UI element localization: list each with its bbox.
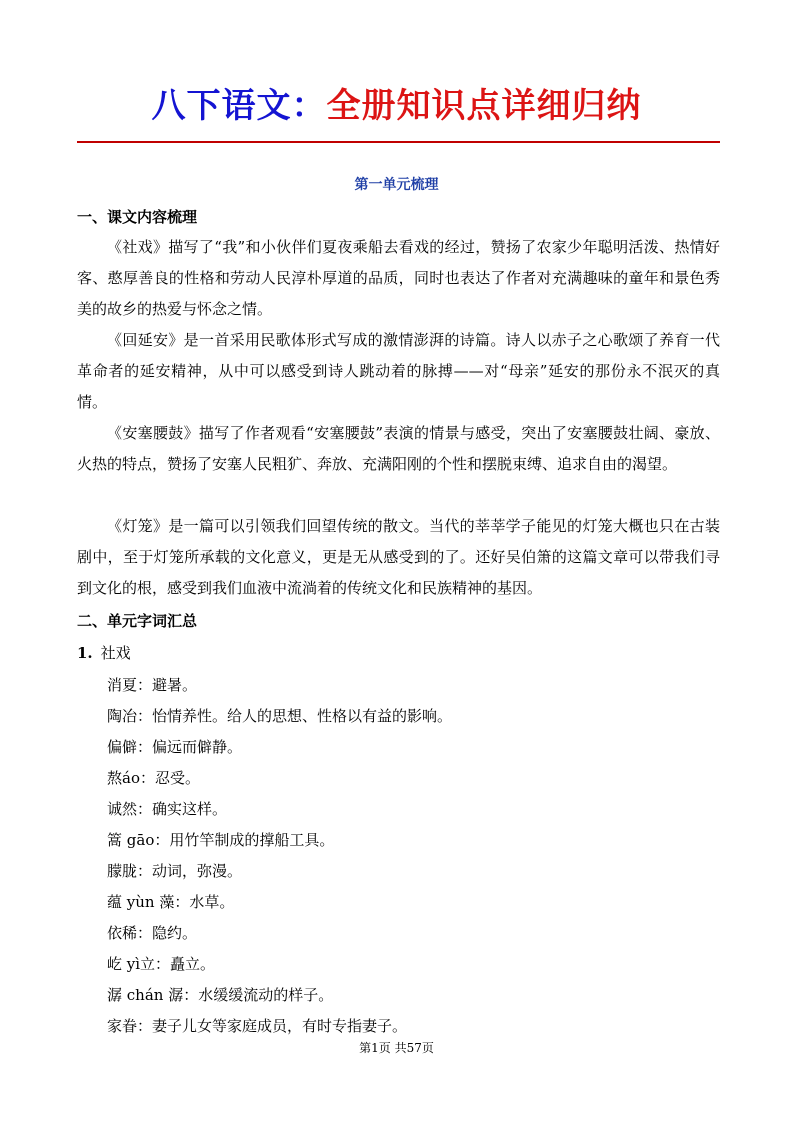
unit-heading: 第一单元梳理 <box>354 177 439 193</box>
subsection-heading <box>77 643 131 663</box>
vocab-item: 屹 yì立：矗立。 <box>107 955 216 973</box>
title-prefix: 八下语文： <box>151 86 327 126</box>
vocab-item: 潺 chán 潺：水缓缓流动的样子。 <box>107 986 334 1004</box>
subsection-number: 1. <box>77 644 93 662</box>
paragraph-denglong: 《灯笼》是一篇可以引领我们回望传统的散文。当代的莘莘学子能见的灯笼大概也只在古装剧中，至于灯笼所承载的文化意义，更是无从感受到的了。还好吴伯箫的这篇文章可以带我们寻到文化的根，感受到我们血液中流淌着的传统文化和民族精神的基因。 <box>77 517 720 597</box>
paragraph-ansai-yaogu: 《安塞腰鼓》描写了作者观看“安塞腰鼓”表演的情景与感受，突出了安塞腰鼓壮阔、豪放、火热的特点，赞扬了安塞人民粗犷、奔放、充满阳刚的个性和摆脱束缚、追求自由的渴望。 <box>77 424 720 473</box>
section-heading-content: 一、课文内容梳理 <box>77 208 198 226</box>
vocab-item: 家眷：妻子儿女等家庭成员，有时专指妻子。 <box>107 1017 408 1035</box>
title-main: 全册知识点详细归纳 <box>326 86 642 126</box>
subsection-title: 社戏 <box>100 644 131 662</box>
paragraph-sheixi: 《社戏》描写了“我”和小伙伴们夏夜乘船去看戏的经过，赞扬了农家少年聪明活泼、热情好客、憨厚善良的性格和劳动人民淳朴厚道的品质，同时也表达了作者对充满趣味的童年和景色秀美的故乡的热爱与怀念之情。 <box>77 238 720 318</box>
document-title <box>0 82 793 130</box>
vocab-item: 陶冶：怡情养性。给人的思想、性格以有益的影响。 <box>107 707 453 725</box>
vocab-item: 熬áo：忍受。 <box>107 769 200 787</box>
vocab-item: 诚然：确实这样。 <box>107 800 228 818</box>
vocab-item: 消夏：避暑。 <box>107 676 198 694</box>
vocab-item: 依稀：隐约。 <box>107 924 198 942</box>
vocab-item: 偏僻：偏远而僻静。 <box>107 738 243 756</box>
paragraph-hui-yanan: 《回延安》是一首采用民歌体形式写成的激情澎湃的诗篇。诗人以赤子之心歌颂了养育一代革命者的延安精神，从中可以感受到诗人跳动着的脉搏——对“母亲”延安的那份永不泯灭的真情。 <box>77 331 720 411</box>
section-heading-vocabulary: 二、单元字词汇总 <box>77 612 198 630</box>
vocab-item: 朦胧：动词，弥漫。 <box>107 862 243 880</box>
vocab-item: 篙 gāo：用竹竿制成的撑船工具。 <box>107 831 335 849</box>
title-divider <box>77 141 720 143</box>
vocab-item: 蕴 yùn 藻：水草。 <box>107 893 235 911</box>
page-footer: 第1页 共57页 <box>359 1041 434 1055</box>
